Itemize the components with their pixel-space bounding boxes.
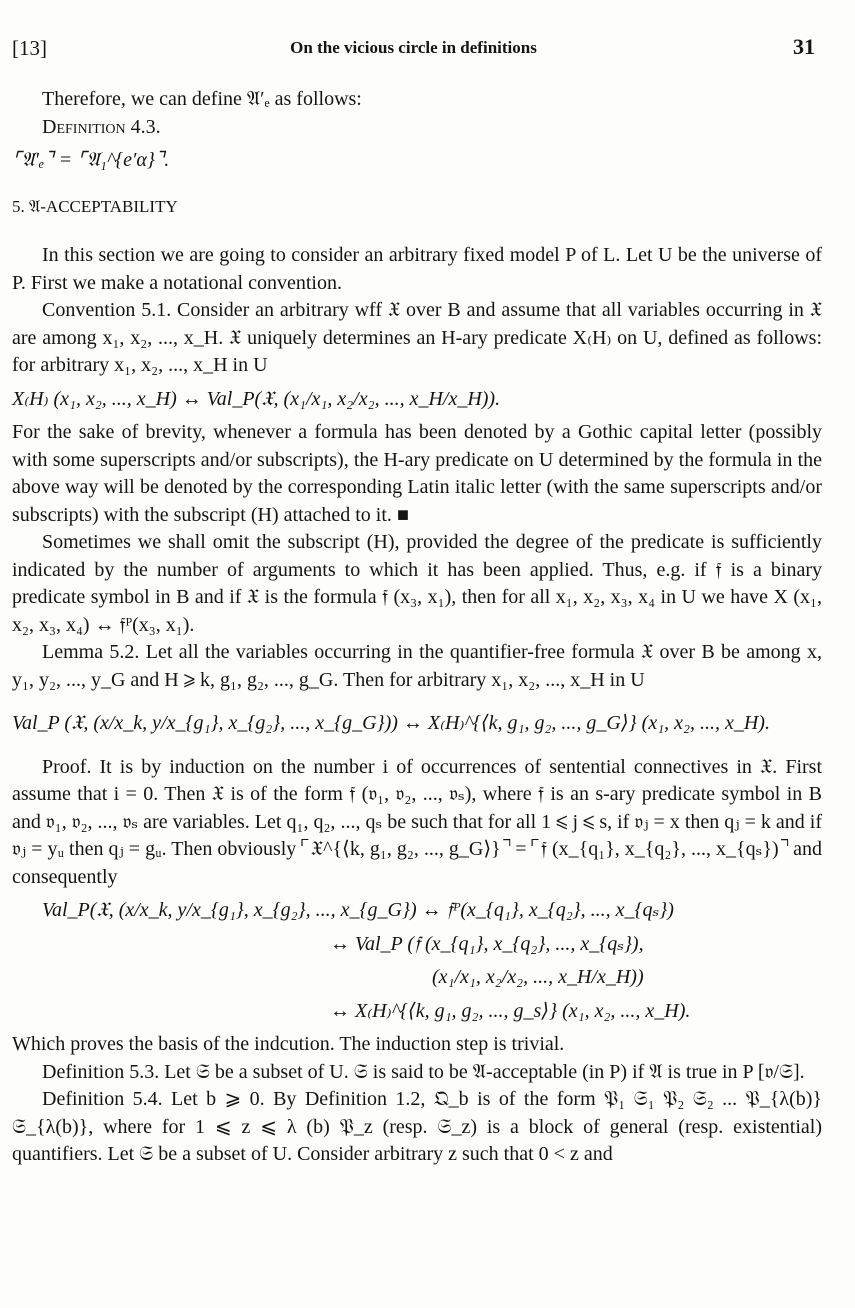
paragraph-subscript-note: Sometimes we shall omit the subscript (H), provided the degree of the predicate is sufficiently indicated by the number of arguments to which it has been applied. Thus, e.g. if 𝔣 is a binary predicate symbol in B and if 𝔛 is the formula 𝔣 (x₃, x₁), then for all x₁, x₂, x₃, x₄ in U we have X (x₁, x₂, x₃, x₄) ↔ 𝔣ᴾ(x₃, x₁). [12,531,822,636]
section-heading: 5. 𝔄-ACCEPTABILITY [12,196,178,216]
proof-conclusion: Which proves the basis of the indcution. The induction step is trivial. [12,1033,565,1055]
proof-formula-1: Val_P(𝔛, (x/x_k, y/x_{g₁}, x_{g₂}, ..., x_{g_G}) ↔ 𝔣ᴾ(x_{q₁}, x_{q₂}, ..., x_{qₛ}) [42,899,674,921]
paragraph-intro: Therefore, we can define 𝔄′ₑ as follows: [42,88,362,110]
convention-5-1-continued: For the sake of brevity, whenever a formula has been denoted by a Gothic capital letter (possibly with some superscripts and/or subscripts), the H-ary predicate on U determined by the formula in the above way will be denoted by the corresponding Latin italic letter (with the same superscripts and/or subscripts) with the subscript (H) attached to it. ■ [12,421,822,526]
definition-5-4: Definition 5.4. Let b ⩾ 0. By Definition 1.2, 𝔔_b is of the form 𝔓₁ 𝔖₁ 𝔓₂ 𝔖₂ ... 𝔓_{λ(b)} 𝔖_{λ(b)}, where for 1 ⩽ z ⩽ λ (b) 𝔓_z (resp. 𝔖_z) is a block of general (resp. existential) quantifiers. Let 𝔖 be a subset of U. Consider arbitrary z such that 0 < z and [12,1088,822,1165]
main-text [12,86,822,1169]
convention-5-1-formula: X₍H₎ (x₁, x₂, ..., x_H) ↔ Val_P(𝔛, (x₁/x₁, x₂/x₂, ..., x_H/x_H)). [12,387,501,410]
proof: Proof. It is by induction on the number i of occurrences of sentential connectives in 𝔛. First assume that i = 0. Then 𝔛 is of the form 𝔣 (𝔳₁, 𝔳₂, ..., 𝔳ₛ), where 𝔣 is an s-ary predicate symbol in B and 𝔳₁, 𝔳₂, ..., 𝔳ₛ are variables. Let q₁, q₂, ..., qₛ be such that for all 1 ⩽ j ⩽ s, if 𝔳ⱼ = x then qⱼ = k and if 𝔳ⱼ = yᵤ then qⱼ = gᵤ. Then obviously ⌜𝔛^{⟨k, g₁, g₂, ..., g_G⟩}⌝ = ⌜𝔣 (x_{q₁}, x_{q₂}, ..., x_{qₛ})⌝ and consequently [12,755,822,888]
definition-4-3-formula: ⌜𝔄′ₑ⌝ = ⌜𝔄₁^{e′α}⌝. [12,149,170,171]
lemma-5-2: Lemma 5.2. Let all the variables occurring in the quantifier-free formula 𝔛 over B be among x, y₁, y₂, ..., y_G and H ⩾ k, g₁, g₂, ..., g_G. Then for arbitrary x₁, x₂, ..., x_H in U [12,641,822,691]
paragraph-section-intro: In this section we are going to consider an arbitrary fixed model P of L. Let U be the universe of P. First we make a notational convention. [12,244,822,294]
running-title: On the vicious circle in definitions [290,38,537,57]
definition-4-3-label: Definition 4.3. [42,115,161,138]
proof-formula-4: ↔ X₍H₎^{⟨k, g₁, g₂, ..., g_s⟩} (x₁, x₂, ..., x_H). [330,999,691,1022]
definition-5-3: Definition 5.3. Let 𝔖 be a subset of U. 𝔖 is said to be 𝔄-acceptable (in P) if 𝔄 is true in P [𝔳/𝔖]. [42,1060,805,1083]
proof-formula-3: (x₁/x₁, x₂/x₂, ..., x_H/x_H)) [432,966,644,988]
page-number: 31 [793,34,815,59]
convention-5-1: Convention 5.1. Consider an arbitrary wff 𝔛 over B and assume that all variables occurring in 𝔛 are among x₁, x₂, ..., x_H. 𝔛 uniquely determines an H-ary predicate X₍H₎ on U, defined as follows: for arbitrary x₁, x₂, ..., x_H in U [12,299,822,376]
proof-formula-2: ↔ Val_P (𝔣 (x_{q₁}, x_{q₂}, ..., x_{qₛ}), [330,932,644,955]
lemma-5-2-formula: Val_P (𝔛, (x/x_k, y/x_{g₁}, x_{g₂}, ..., x_{g_G})) ↔ X₍H₎^{⟨k, g₁, g₂, ..., g_G⟩} (x₁, x₂, ..., x_H). [12,712,770,734]
chapter-marker: [13] [12,36,47,60]
page-header [12,36,815,66]
